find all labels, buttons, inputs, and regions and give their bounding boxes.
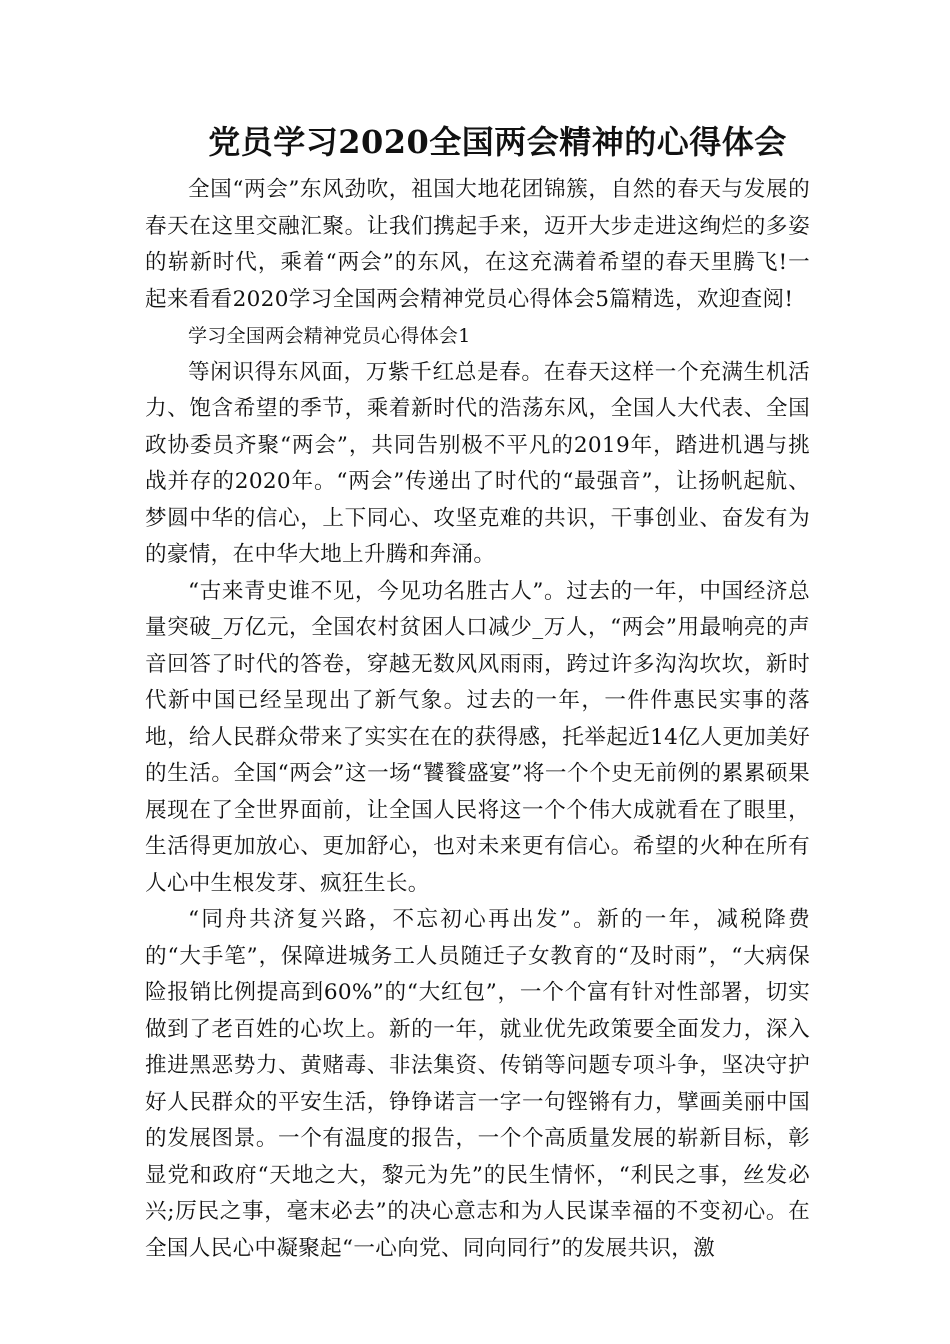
body-paragraph: 等闲识得东风面，万紫千红总是春。在春天这样一个充满生机活力、饱含希望的季节，乘着新时代的浩荡东风，全国人大代表、全国政协委员齐聚“两会”，共同告别极不平凡的2019年，踏进机遇与挑战并存的2020年。“两会”传递出了时代的“最强音”，让扬帆起航、梦圆中华的信心，上下同心、攻坚克难的共识，干事创业、奋发有为的豪情，在中华大地上升腾和奔涌。 [145, 359, 810, 567]
section-heading: 学习全国两会精神党员心得体会1 [188, 325, 471, 347]
body-paragraph: “同舟共济复兴路，不忘初心再出发”。新的一年，减税降费的“大手笔”，保障进城务工人员随迁子女教育的“及时雨”，“大病保险报销比例提高到60%”的“大红包”，一个个富有针对性部署，切实做到了老百姓的心坎上。新的一年，就业优先政策要全面发力，深入推进黑恶势力、黄赌毒、非法集资、传销等问题专项斗争，坚决守护好人民群众的平安生活，铮铮诺言一字一句铿锵有力，擘画美丽中国的发展图景。一个有温度的报告，一个个高质量发展的崭新目标，彰显党和政府“天地之大，黎元为先”的民生情怀，“利民之事，丝发必兴;厉民之事，毫末必去”的决心意志和为人民谋幸福的不变初心。在全国人民心中凝聚起“一心向党、同向同行”的发展共识，激 [145, 907, 810, 1261]
intro-paragraph: 全国“两会”东风劲吹，祖国大地花团锦簇，自然的春天与发展的春天在这里交融汇聚。让我们携起手来，迈开大步走进这绚烂的多姿的崭新时代，乘着“两会”的东风，在这充满着希望的春天里腾飞!一起来看看2020学习全国两会精神党员心得体会5篇精选，欢迎查阅! [145, 177, 810, 312]
document-page [145, 112, 810, 1267]
body-paragraph: “古来青史谁不见，今见功名胜古人”。过去的一年，中国经济总量突破_万亿元，全国农村贫困人口减少_万人，“两会”用最响亮的声音回答了时代的答卷，穿越无数风风雨雨，跨过许多沟沟坎坎，新时代新中国已经呈现出了新气象。过去的一年，一件件惠民实事的落地，给人民群众带来了实实在在的获得感，托举起近14亿人更加美好的生活。全国“两会”这一场“饕餮盛宴”将一个个史无前例的累累硕果展现在了全世界面前，让全国人民将这一个个伟大成就看在了眼里，生活得更加放心、更加舒心，也对未来更有信心。希望的火种在所有人心中生根发芽、疯狂生长。 [145, 578, 810, 896]
document-title: 党员学习2020全国两会精神的心得体会 [208, 123, 787, 161]
